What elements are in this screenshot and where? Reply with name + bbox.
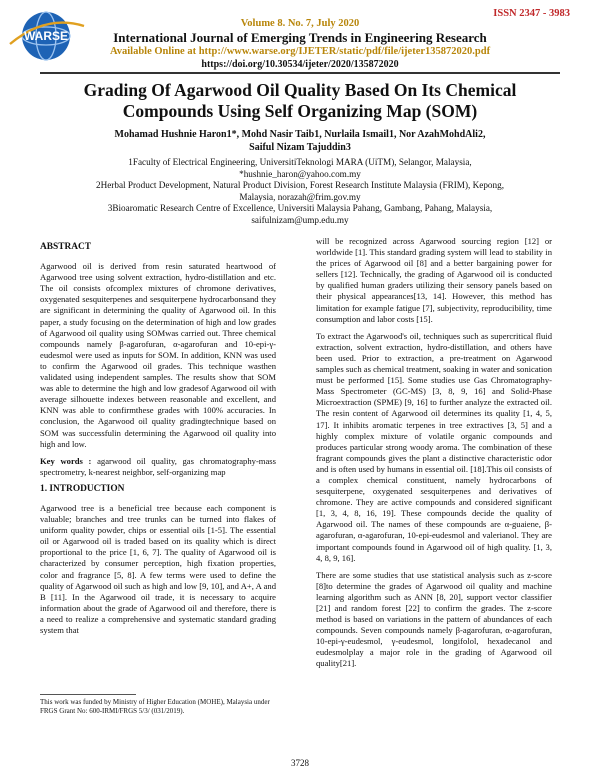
paragraph: will be recognized across Agarwood sourcing region [12] or worldwide [1]. This standard grading system will lead to stability in the prices of Agarwood oil [8] and a better bargaining power for sellers [12]. Technically, the grading of Agarwood oil is conducted by qualified human graders utilizing their sensory panels based on their physical appearances[13, 14]. However, this method has limitation for example fatigue [7], subjectivity, reproducibility, time consumption and labor costs [15]. — [316, 236, 552, 324]
page-number: 3728 — [291, 758, 309, 768]
introduction-text: Agarwood tree is a beneficial tree because each component is valuable; branches and tree trunks can be turned into flakes of uniform quality powder, chips or essential oils [1-5]. The essential oil or Agarwood oil is traded based on its quality which is direct proportional to the price [1, 6, 7]. The quality of Agarwood oil is characterized by consumer perception, high fixation properties, color and fragrance [5, 8]. A few terms were used to define the quality of Agarwood oil such as high and low [9, 10], and A+, A and B [11]. In the Agarwood oil trade, it is necessary to acquire information about the grade of Agarwood oil and therefore, there is a need to realize a comprehensive and systematic standard grading system that — [40, 502, 276, 635]
affiliation-line: 2Herbal Product Development, Natural Product Division, Forest Research Institute Malaysia (FRIM), Kepong, — [96, 180, 504, 191]
affiliation-line: saifulnizam@ump.edu.my — [251, 214, 349, 225]
funding-footnote: This work was funded by Ministry of Higher Education (MOHE), Malaysia under FRGS Grant No: 600-IRMI/FRGS 5/3/ (031/2019). — [40, 698, 270, 715]
affiliation-line: Malaysia, norazah@frim.gov.my — [239, 191, 361, 202]
affiliation-line: *hushnie_haron@yahoo.com.my — [239, 168, 361, 179]
affiliations — [40, 157, 560, 227]
paper-title: Grading Of Agarwood Oil Quality Based On Its Chemical Compounds Using Self Organizing Map (SOM) — [83, 80, 517, 121]
author-line: Saiful Nizam Tajuddin3 — [249, 142, 351, 153]
abstract-heading: ABSTRACT — [40, 242, 92, 252]
affiliation-line: 1Faculty of Electrical Engineering, UniversitiTeknologi MARA (UiTM), Selangor, Malaysia, — [128, 157, 472, 167]
keywords — [40, 456, 276, 478]
abstract-text: Agarwood oil is derived from resin saturated heartwood of Agarwood tree using solvent extraction, hydro-distillation and etc. The oil consists ofcomplex mixtures of chromone derivatives, oxygenated sesquiterpenes and sesquiterpene hydrocarbonsand they are significant in determining the quality of Agarwood oil. In this paper, a study focusing on the determination of high and low grades of Agarwood oil quality using SOMwas carried out. Three chemical compounds namely β-agarofuran, α-agarofuran and 10-epi-γ-eudesmol were used as inputs for SOM. In addition, KNN was used to confirm the Agarwood oil grades. This technique wasthen validated using independent samples. The results show that SOM was able to determine the high and low gradesof Agarwood oil with average silhouette indexes between reasonable and excellent, and KNN was able to confirmthese grades with 100% accuracies. In conclusion, the Agarwood oil quality gradingtechnique based on SOM was successfulin determining the Agarwood oil quality into high and low. — [40, 261, 276, 449]
introduction-heading: 1. INTRODUCTION — [40, 483, 125, 494]
author-line: Mohamad Hushnie Haron1*, Mohd Nasir Taib1, Nurlaila Ismail1, Nor AzahMohdAli2, — [114, 129, 486, 140]
footnote-divider — [40, 694, 136, 695]
volume-info: Volume 8. No. 7, July 2020 — [240, 18, 360, 29]
header-divider — [40, 72, 560, 74]
keywords-text: agarwood oil quality, gas chromatography-mass spectrometry, k-nearest neighbor, self-organizing map — [40, 455, 276, 477]
paragraph: To extract the Agarwood's oil, techniques such as supercritical fluid extraction, solvent extraction, hydro-distillation, and others have been used. Prior to extraction, a pre-treatment on Agarwood samples such as chemical treatment, soaking in water and sonication must be performed [15]. Some studies use Gas Chromatography-Mass Spectrometer (GC-MS) [3, 8, 9, 16] and Solid-Phase Microextraction (SPME) [9, 16] to further analyze the extracted oil. The resin content of Agarwood oil determines its quality [1, 4, 5, 17]. It inhibits aromatic terpenes in tree extractives [3, 5] and a highly complex mixture of volatile organic compounds and produces particular strong woody aroma. The combination of these fragrant compounds gives the plant a distinctive characteristic odor and is often used by humans in essential oil. [18].This oil consists of a complex chemical constituent, namely hydrocarbons of sesquiterpene, oxygenated sesquiterpenes and derivatives of chromone. They are active compounds and considered significant [1, 3, 4, 8, 16, 19]. These compounds decide the quality of Agarwood oil. The names of these compounds are α-guaiene, β-agarofuran, α-agarofuran, 10-epi-eudesmol and valerianol. They are important compounds found in Agarwood oil of high quality. [1, 3, 4, 8, 9, 16]. — [316, 330, 552, 563]
author-list — [40, 128, 560, 154]
right-column — [316, 236, 552, 676]
left-column — [40, 236, 276, 642]
paragraph: There are some studies that use statistical analysis such as z-score [8]to determine the grades of Agarwood oil quality and machine learning algorithm such as ANN [8, 20], support vector classifier [21] and random forest [22] to confirm the grades. The z-score method is based on variations in the pattern of abundances of each compounds. Seven compounds namely β-agarofuran, α-agarofuran, 10-epi-γ-eudesmol, γ-eudesmol, longifolol, hexadecanol and eudesmolplay a major role in the grading of Agarwood oil quality[21]. — [316, 569, 552, 669]
issn-label: ISSN 2347 - 3983 — [493, 8, 570, 19]
journal-name: International Journal of Emerging Trends in Engineering Research — [113, 30, 487, 45]
keywords-label: Key words : — [40, 455, 92, 466]
doi-link[interactable]: https://doi.org/10.30534/ijeter/2020/135872020 — [201, 59, 399, 70]
logo-text: WARSE — [23, 29, 69, 43]
availability-link[interactable]: Available Online at http://www.warse.org/IJETER/static/pdf/file/ijeter135872020.pdf — [109, 46, 491, 57]
affiliation-line: 3Bioaromatic Research Centre of Excellence, Universiti Malaysia Pahang, Gambang, Pahang, Malaysia, — [107, 203, 493, 214]
